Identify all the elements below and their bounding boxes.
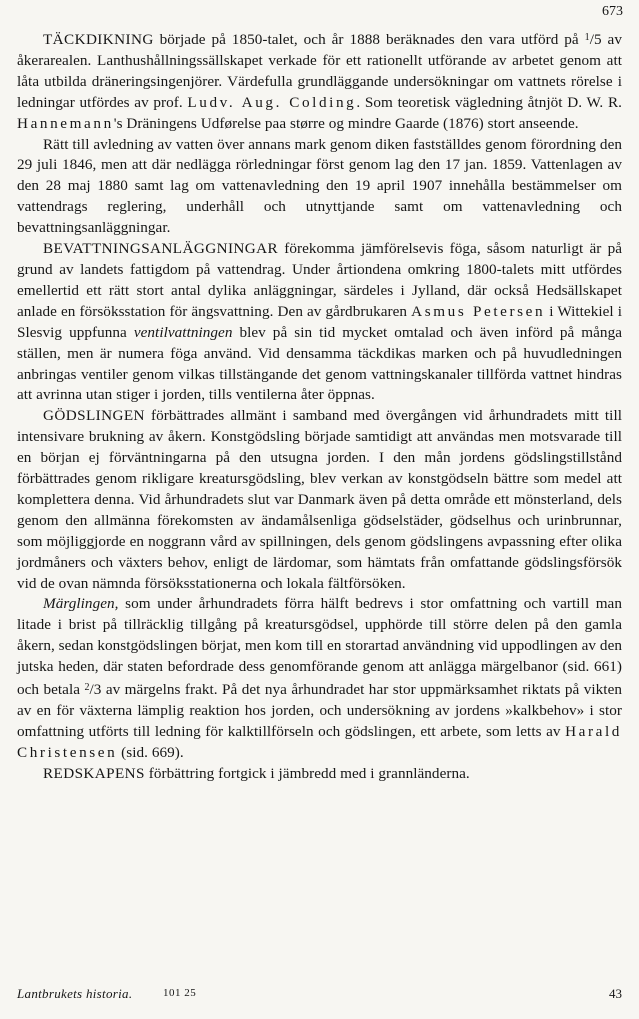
text-run: blev på sin tid mycket omtalad och även införd på många ställen, men är numera föga använd. Vid densamma täckdikas marken och på huvudledningen anbringas ventiler genom vilkas tillstängande det genom vattningskanaler tillförda vattnet hindras att avrinna utan stiger i jorden, tills ventilerna åter öppnas. bbox=[17, 323, 623, 404]
text-run: i Wittekiel i Slesvig uppfunna bbox=[17, 302, 623, 341]
italic-term: ventilvattningen bbox=[133, 323, 233, 341]
text-run: förbättrades allmänt i samband med övergången vid århundradets mitt till intensivare brukning av åkern. Konstgödsling började samtidigt att användas men motsvarade till en början ej förväntningarna på den utsugna jorden. I den mån jordens gödslingstillstånd förbättrades genom rikligare kreatursgödsling, blev verkan av konstgödseln bättre som medel att komplettera denna. Vid århundradets slut var Danmark även på detta område ett mönsterland, dels genom den allmänna förekomsten av ändamålsenliga gödselstäder, gödselhus och urinbrunnar, som möjliggjorde en noggrann vård av spillningen, dels genom gödslingens avpassning efter olika jordmåners och växters behov, enligt de lärdomar, som hämtats från omfattande gödslingsförsök vid de ovan nämnda försöksstationerna och lokala fältförsöken. bbox=[17, 407, 622, 592]
footer-signature: 101 25 bbox=[163, 987, 197, 999]
paragraph-marglingen bbox=[17, 594, 622, 763]
person-name: Harald Christensen bbox=[17, 722, 622, 761]
paragraph-godsling bbox=[17, 406, 622, 594]
fraction-numerator: 2 bbox=[84, 682, 90, 694]
section-lead: BEVATTNINGSANLÄGGNINGAR bbox=[43, 240, 279, 258]
text-run: av åkerarealen. Lanthushållningssällskapet verkade för ett rationellt utförande av arbetet genom att låta utbilda dräneringsingenjörer. Värdefulla grundläggande undersökningar om vattnets rörelse i ledningar utfördes av prof. bbox=[17, 31, 622, 111]
fraction-denominator: /3 bbox=[89, 681, 102, 699]
page-footer bbox=[17, 986, 622, 1006]
text-run: . Som teoretisk vägledning åtnjöt D. W. R. bbox=[356, 93, 622, 111]
text-run: 's Dräningens Udførelse paa større og mindre Gaarde (1876) stort anseende. bbox=[113, 114, 579, 132]
text-run: av märgelns frakt. På det nya århundradet har stor uppmärksamhet riktats på vikten av en för växterna lämplig reaktion hos jorden, och undersökning av jordens »kalkbehov» i stor omfattning utförts till ledning för kalktillförseln och gödslingen, ett arbete, som letts av bbox=[17, 681, 623, 740]
section-lead: GÖDSLINGEN bbox=[43, 407, 145, 425]
text-run: (sid. 669). bbox=[117, 743, 184, 761]
text-run: som under århundradets förra hälft bedrevs i stor omfattning och vartill man litade i brist på tillräcklig tillgång på kreatursgödsel, upphörde till större delen på den gamla åkern, sedan konstgödslingen börjat, men kom till en storartad användning vid uppodlingen av den jutska heden, där staten befordrade dess genomförande genom att anlägga märgelbanor (sid. 661) och betala bbox=[17, 595, 623, 699]
paragraph-redskap bbox=[17, 764, 622, 785]
body-text bbox=[17, 28, 622, 785]
fraction-denominator: /5 bbox=[589, 31, 602, 48]
text-run: förbättring fortgick i jämbredd med i grannländerna. bbox=[144, 764, 470, 782]
paragraph-tackdikning bbox=[17, 28, 622, 135]
footer-title: Lantbrukets historia. bbox=[17, 986, 133, 1001]
fraction-numerator: 1 bbox=[584, 32, 590, 43]
page-number: 673 bbox=[602, 4, 623, 19]
section-lead: REDSKAPENS bbox=[43, 764, 145, 782]
person-name: Hannemann bbox=[17, 114, 114, 132]
section-lead: Märglingen, bbox=[43, 595, 119, 613]
paragraph-vattenlag: Rätt till avledning av vatten över annans mark genom diken fastställdes genom förordning den 29 juli 1846, men att där nedlägga rörledningar först genom lag den 17 jan. 1859. Vattenlagen av den 28 maj 1880 samt lag om vattenavledning den 19 april 1907 innehålla bestämmelser om vattendrags reglering, underhåll och utnyttjande samt om vattenavledning och bevattningsanläggningar. bbox=[17, 135, 622, 237]
footer-sheet-number: 43 bbox=[609, 986, 622, 1001]
paragraph-bevattning bbox=[17, 239, 622, 406]
person-name: Ludv. Aug. Colding bbox=[187, 93, 357, 111]
person-name: Asmus Petersen bbox=[411, 302, 546, 320]
text-run: förekomma jämförelsevis föga, såsom naturligt är på grund av landets fattigdom på vattendrag. Under årtiondena omkring 1800-talets mitt utfördes emellertid ett rätt stort antal dylika anläggningar, särdeles i Jylland, där också Hedsällskapet anlade en försöksstation för ängsvattning. Den av gårdbrukaren bbox=[17, 240, 622, 320]
text-run: började på 1850-talet, och år 1888 beräknades den vara utförd på bbox=[153, 31, 585, 48]
section-lead: TÄCKDIKNING bbox=[43, 31, 154, 48]
